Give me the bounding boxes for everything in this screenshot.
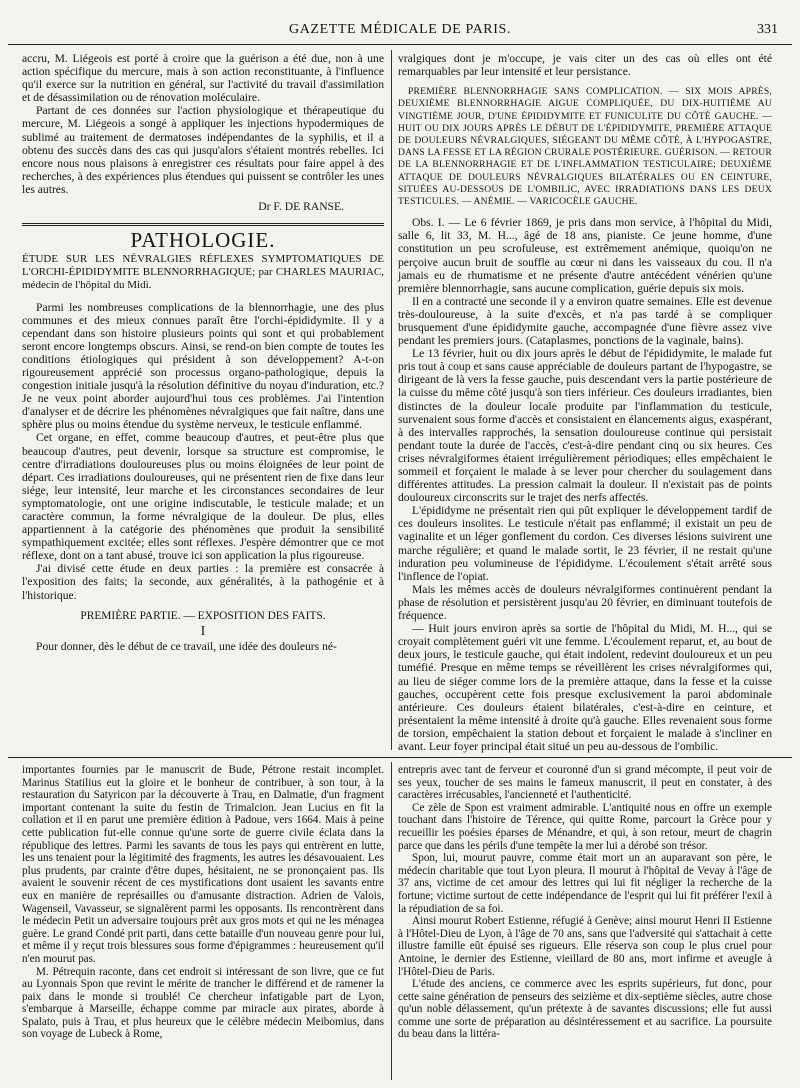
paragraph: entrepris avec tant de ferveur et couronné d'un si grand mécompte, il peut voir de ses yeux, toucher de ses mains le fameux manuscrit, il peut en constater, à des caractères irrécusables, l'ancienneté et l'authenticité.: [398, 764, 772, 802]
paragraph: Cet organe, en effet, comme beaucoup d'autres, et peut-être plus que beaucoup d'autres, peut devenir, lorsque sa structure est compromise, le centre d'irradiations douloureuses plus ou moins éloignées de leur point de départ. Ces irradiations douloureuses, qui ne présentent rien de fixe dans leur siége, leur intensité, leur marche et les circonstances secondaires de leur symptomatologie, ont une origine indiscutable, le testicule malade; et un caractère commun, la forme névralgique de la douleur. De plus, elles appartiennent à la catégorie des phénomènes que produit la sensibilité sympathiquement excitée; elles sont réflexes. J'espère démontrer que ce mot réflexe, dont on a tant abusé, trouve ici son application la plus rigoureuse.: [22, 431, 384, 563]
column-divider: [391, 762, 392, 1080]
chapter-numeral: I: [200, 623, 206, 639]
section-title: PATHOLOGIE.: [130, 228, 276, 253]
journal-title: GAZETTE MÉDICALE DE PARIS.: [289, 22, 511, 37]
case-summary: PREMIÈRE BLENNORRHAGIE SANS COMPLICATION. — SIX MOIS APRÈS, DEUXIÈME BLENNORRHAGIE AIGUE COMPLIQUÉE, DU DIX-HUITIÈME AU VINGTIÈME JOUR, D'UNE ÉPIDIDYMITE ET FUNICULITE DU CÔTÉ GAUCHE. — HUIT OU DIX JOURS APRÈS LE DÉBUT DE L'ÉPIDIDYMITE, PREMIÈRE ATTAQUE DE DOULEURS NÉVRALGIQUES, SIÉGEANT DU MÊME CÔTÉ, À L'HYPOGASTRE, DANS LA FESSE ET LA RÉGION CRURALE POSTÉRIEURE. GUÉRISON. — RETOUR DE LA BLENNORRHAGIE ET DE L'INFLAMMATION TESTICULAIRE; DEUXIÈME ATTAQUE DE DOULEURS NÉVRALGIQUES BILATÉRALES OU EN CEINTURE, SITUÉES AU-DESSOUS DE L'OMBILIC, AVEC IRRADIATIONS DANS LES DEUX TESTICULES. — ANÉMIE. — VARICOCÈLE GAUCHE.: [398, 86, 772, 208]
paragraph: L'étude des anciens, ce commerce avec les esprits supérieurs, fut donc, pour cette saine génération de penseurs des seizième et dix-septième siècles, autre chose qu'un noble délassement, qu'un prétexte à de savantes discussions; elle fut aussi comme une sorte de préparation au désintéressement et au sacrifice. La poursuite du beau dans la littéra-: [398, 978, 772, 1041]
paragraph: accru, M. Liégeois est porté à croire que la guérison a été due, non à une action spécifique du mercure, mais à son action reconstituante, à l'influence qu'il exerce sur la nutrition en général, sur l'activité du travail d'assimilation et de désassimilation ou de rénovation moléculaire.: [22, 52, 384, 105]
left-column-top: [22, 52, 384, 653]
paragraph: J'ai divisé cette étude en deux parties : la première est consacrée à l'exposition des faits; la seconde, aux généralités, à la pathogénie et à l'historique.: [22, 562, 384, 602]
paragraph: M. Pétrequin raconte, dans cet endroit si intéressant de son livre, que ce fut au Lyonnais Spon que revint le mérite de trancher le différend et de ramener la paix dans le monde si troublé! Ce chercheur infatigable part de Lyon, s'embarque à Marseille, échappe comme par miracle aux pirates, aborde à Spalato, puis à Trau, et plus heureux que le célèbre médecin Meibomius, dans son voyage de Lubeck à Rome,: [22, 965, 384, 1041]
paragraph: Obs. I. — Le 6 février 1869, je pris dans mon service, à l'hôpital du Midi, salle 6, lit 33, M. H..., âgé de 18 ans, pianiste. Ce jeune homme, d'une constitution un peu scrofuleuse, est extrêmement anémique, quoiqu'on ne perçoive aucun bruit de souffle au cœur ni dans les vaisseaux du cou. Il n'a jamais eu de rhumatisme et ne présente d'autre antécédent vénérien qu'une première blennorrhagie, sans aucune complication, guérie depuis six mois.: [398, 216, 772, 295]
paragraph: Pour donner, dès le début de ce travail, une idée des douleurs né-: [36, 639, 337, 653]
paragraph: L'épididyme ne présentait rien qui pût expliquer le développement tardif de ces douleurs insolites. Le testicule n'était pas enflammé; il existait un peu de vaginalite et un léger gonflement du cordon. Ces diverses lésions suivirent une marche régulière; et quand le malade sortit, le 23 février, il ne restait qu'une induration peu volumineuse de l'épididyme. L'écoulement s'était arrêté sous l'inflence de l'opiat.: [398, 504, 772, 583]
column-divider: [391, 50, 392, 750]
right-column-top: [398, 52, 772, 753]
paragraph: vralgiques dont je m'occupe, je vais citer un des cas où elles ont été remarquables par leur intensité et leur persistance.: [398, 52, 772, 79]
header-rule: [8, 44, 792, 45]
part-heading: PREMIÈRE PARTIE. — EXPOSITION DES FAITS.: [80, 609, 326, 622]
paragraph: Parmi les nombreuses complications de la blennorrhagie, une des plus communes et des mieux connues paraît être l'orchi-épididymite. Il y a cependant dans son histoire plusieurs points qui sont et qui probablement seront encore longtemps obscurs. Ainsi, se rend-on bien compte de toutes les conditions étiologiques qui président à son développement? A-t-on rigoureusement apprécié son processus organo-pathologique, depuis la congestion initiale jusqu'à la résolution définitive du noyau d'induration, etc.? Je ne veux point aborder aujourd'hui tous ces problèmes. J'ai l'intention d'analyser et de décrire les phénomènes névralgiques que fait naître, dans une sphère plus ou moins étendue du système nerveux, le testicule enflammé.: [22, 300, 384, 432]
paragraph: Partant de ces données sur l'action physiologique et thérapeutique du mercure, M. Liégeois a songé à appliquer les injections hypodermiques de sublimé au traitement de dermatoses indépendantes de la syphilis, et il a obtenu des succès dans des cas qui jusqu'alors s'étaient montrés rebelles. Ici encore nous nous plaisons à enregistrer ces résultats pour faire appel à des recherches, à des expériences plus étendues qui puissent se contrôler les unes les autres.: [22, 104, 384, 196]
feuilleton-rule: [8, 757, 792, 758]
paragraph: Ce zèle de Spon est vraiment admirable. L'antiquité nous en offre un exemple touchant dans l'histoire de Térence, qui quitte Rome, parcourt la Grèce pour y recueillir les poésies éparses de Ménandre, et qui, à son retour, meurt de chagrin parce que dans les périls d'une tempête la mer lui a dérobé son trésor.: [398, 801, 772, 852]
paragraph: importantes fournies par le manuscrit de Bude, Pétrone restait incomplet. Marinus Statilius eut la gloire et le bonheur de contribuer, à son tour, à la restauration du Satyricon par la découverte à Trau, en Dalmatie, d'un fragment important contenant la suite du festin de Trimalcion. Jean Lucius en fit la collation et il en parut une première édition à Padoue, vers 1664. Mais à peine cette publication fut-elle connue qu'une sorte de guerre civile éclata dans la république des lettres. Parmi les savants de tous les pays qui entrèrent en lutte, les uns tenaient pour la légitimité des fragments, les autres les désavouaient. Les plus prudents, par crainte d'être dupes, hésitaient, ne se prononçaient pas. Ils avaient le souvenir récent de ces mystifications dont usaient les savants entre eux en manière de représailles ou d'amusante distraction. Adrien de Valois, Wagenseil, Vavasseur, se signalèrent parmi les opposants. Ils rencontrèrent dans le médecin Petit un adversaire toujours prêt aux gros mots et qui ne les ménagea guère. Le grand Condé prit parti, dans cette bataille d'un nouveau genre pour lui, et même il y reçut trois blessures sous forme d'épigrammes : heureusement qu'il n'en mourut pas.: [22, 764, 384, 965]
section-divider: [22, 223, 384, 226]
article-title: ÉTUDE SUR LES NÉVRALGIES RÉFLEXES SYMPTOMATIQUES DE L'ORCHI-ÉPIDIDYMITE BLENNORRHAGIQUE; par CHARLES MAURIAC, médecin de l'hôpital du Midi.: [22, 253, 384, 292]
page-header: [8, 22, 792, 42]
paragraph: Mais les mêmes accès de douleurs névralgiformes continuèrent pendant la phase de résolution et persistèrent jusqu'au 20 février, en diminuant toutefois de fréquence.: [398, 582, 772, 623]
paragraph: — Huit jours environ après sa sortie de l'hôpital du Midi, M. H..., qui se croyait complètement guéri vit une femme. L'écoulement reparut, et, au bout de deux jours, le testicule gauche, qui était indolent, redevint douloureux et un peu tuméfié. Presque en même temps se réveillèrent les crises névralgiformes qui, au lieu de siéger comme lors de la première attaque, dans la fesse et la cuisse gauches, occupèrent cette fois presque exclusivement la paroi abdominale antérieure. Ces douleurs étaient bilatérales, c'est-à-dire en ceinture, et présentaient la même intensité à droite qu'à gauche. Elles revenaient sous forme de torsion, empêchaient la station debout et forçaient le malade à s'incliner en avant. Leur foyer principal était situé un peu au-dessous de l'ombilic.: [398, 622, 772, 753]
right-column-bottom: [398, 764, 772, 1041]
paragraph: Spon, lui, mourut pauvre, comme était mort un an auparavant son père, le médecin charitable que tout Lyon pleura. Il mourut à l'hôpital de Vevay à l'âge de 37 ans, victime de cet amour des lettres qui lui fit négliger la recherche de la fortune; victime surtout de cette indépendance de l'esprit qui lui fit préférer l'exil à la répudiation de sa foi.: [398, 852, 772, 915]
signature: Dr F. DE RANSE.: [258, 200, 344, 214]
page-number: 331: [757, 22, 778, 37]
paragraph: Il en a contracté une seconde il y a environ quatre semaines. Elle est devenue très-douloureuse, à la suite d'excès, et n'a pas tardé à se compliquer brusquement d'une épididymite gauche, accompagnée d'une fièvre assez vive pendant les premiers jours. (Cataplasmes, ponctions de la vaginale, bains).: [398, 294, 772, 348]
paragraph: Le 13 février, huit ou dix jours après le début de l'épididymite, le malade fut pris tout à coup et sans cause appréciable de douleurs partant de l'hypogastre, se dirigeant de là vers la fesse gauche, puis descendant vers la partie postérieure de la cuisse du même côté jusqu'à son tiers inférieur. Ces douleurs irradiantes, bien distinctes de la douleur locale produite par l'inflammation du testicule, survenaient sous forme d'accès et consistaient en élancements aigus, exaspérant, à des intervalles rapprochés, la sensation douloureuse continue qui persistait pendant toute la durée de l'accès, c'est-à-dire pendant cinq ou six heures. Ces crises névralgiformes étaient irrégulièrement périodiques; elles empêchaient le sommeil et forçaient le malade à se lever pour chercher du soulagement dans différentes attitudes. La pression calmait la douleur. Il n'existait pas de points douloureux circonscrits sur le trajet des nerfs affectés.: [398, 347, 772, 505]
paragraph: Ainsi mourut Robert Estienne, réfugié à Genève; ainsi mourut Henri II Estienne à l'Hôtel-Dieu de Lyon, à l'âge de 70 ans, sans que l'adversité qui s'attachait à cette illustre famille eût épuisé ses rigueurs. Elle réserva son coup le plus cruel pour Antoine, le dernier des Estienne, vieillard de 80 ans, mort infirme et aveugle à l'Hôtel-Dieu de Paris.: [398, 915, 772, 978]
left-column-bottom: [22, 764, 384, 1041]
